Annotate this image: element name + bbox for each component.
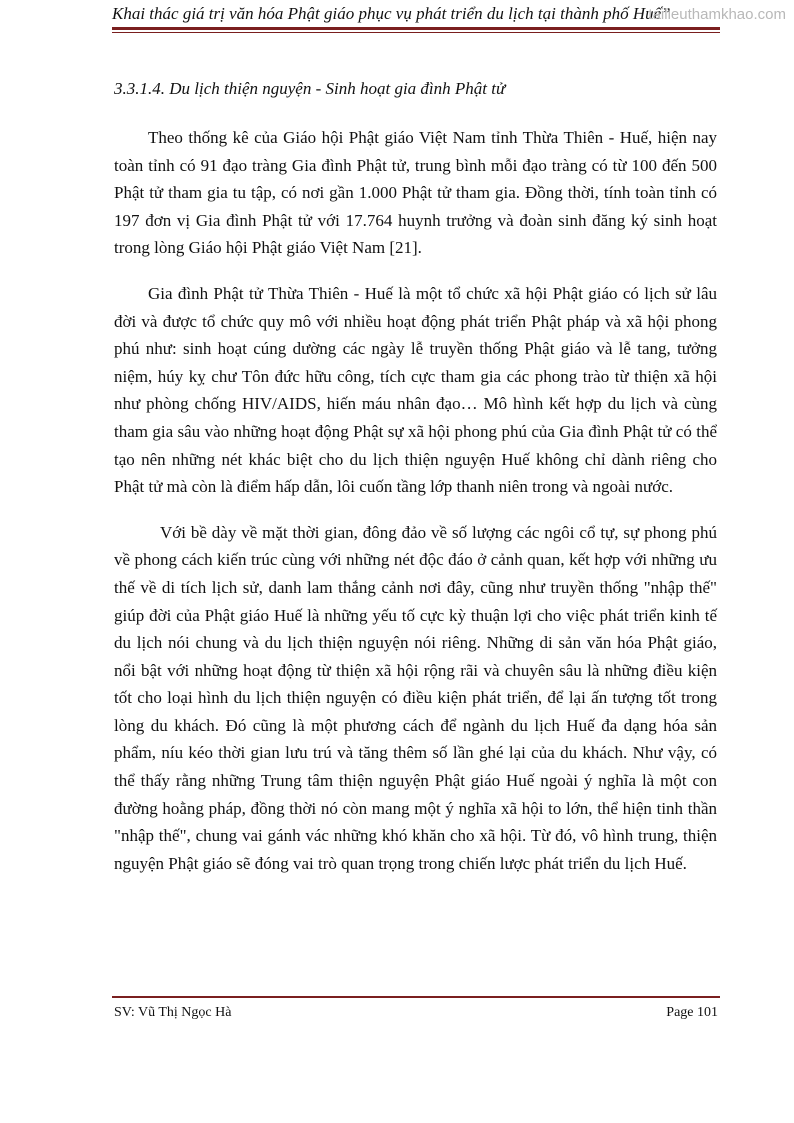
header-title: Khai thác giá trị văn hóa Phật giáo phục vụ phát triển du lịch tại thành phố Huế” <box>112 4 671 23</box>
document-body <box>114 76 717 895</box>
page-header <box>112 2 786 24</box>
header-divider-thin <box>112 32 720 33</box>
footer-author: SV: Vũ Thị Ngọc Hà <box>114 1005 232 1020</box>
watermark[interactable]: tailieuthamkhao.com <box>648 6 786 23</box>
paragraph-development: Với bề dày về mặt thời gian, đông đảo về số lượng các ngôi cổ tự, sự phong phú về phong cách kiến trúc cùng với những nét độc đáo ở cảnh quan, kết hợp với những ưu thế về di tích lịch sử, danh lam thắng cảnh nơi đây, cũng như truyền thống "nhập thế" giúp đời của Phật giáo Huế là những yếu tố cực kỳ thuận lợi cho việc phát triển kinh tế du lịch nói chung và du lịch thiện nguyện nói riêng. Những di sản văn hóa Phật giáo, nổi bật với những hoạt động từ thiện xã hội rộng rãi và chuyên sâu là những điều kiện tốt cho loại hình du lịch thiện nguyện có điều kiện phát triển, để lại ấn tượng tốt trong lòng du khách. Đó cũng là một phương cách để ngành du lịch Huế đa dạng hóa sản phẩm, níu kéo thời gian lưu trú và tăng thêm số lần ghé lại của du khách. Như vậy, có thể thấy rằng những Trung tâm thiện nguyện Phật giáo Huế ngoài ý nghĩa là một con đường hoằng pháp, đồng thời nó còn mang một ý nghĩa xã hội to lớn, thể hiện tinh thần "nhập thế", chung vai gánh vác những khó khăn cho xã hội. Từ đó, vô hình trung, thiện nguyện Phật giáo sẽ đóng vai trò quan trọng trong chiến lược phát triển du lịch Huế. <box>114 522 717 873</box>
section-heading: 3.3.1.4. Du lịch thiện nguyện - Sinh hoạt gia đình Phật tử <box>114 79 506 98</box>
paragraph-statistics: Theo thống kê của Giáo hội Phật giáo Việt Nam tỉnh Thừa Thiên - Huế, hiện nay toàn tỉnh có 91 đạo tràng Gia đình Phật tử, trung bình mỗi đạo tràng có từ 100 đến 500 Phật tử tham gia tu tập, có nơi gần 1.000 Phật tử tham gia. Đồng thời, tính toàn tỉnh có 197 đơn vị Gia đình Phật tử với 17.764 huynh trưởng và đoàn sinh đăng ký sinh hoạt trong lòng Giáo hội Phật giáo Việt Nam [21]. <box>114 128 717 258</box>
page-footer <box>112 1005 720 1025</box>
page-number: Page 101 <box>666 1005 718 1020</box>
header-divider-thick <box>112 27 720 30</box>
paragraph-organization: Gia đình Phật tử Thừa Thiên - Huế là một tổ chức xã hội Phật giáo có lịch sử lâu đời và được tổ chức quy mô với nhiều hoạt động phát triển Phật pháp và xã hội phong phú như: sinh hoạt cúng dường các ngày lễ truyền thống Phật giáo và lễ tang, tưởng niệm, húy kỵ chư Tôn đức hữu công, tích cực tham gia các phong trào từ thiện xã hội như phòng chống HIV/AIDS, hiến máu nhân đạo… Mô hình kết hợp du lịch và cùng tham gia sâu vào những hoạt động Phật sự xã hội phong phú của Gia đình Phật tử có thể tạo nên những nét khác biệt cho du lịch thiện nguyện Huế không chỉ dành riêng cho Phật tử mà còn là điểm hấp dẫn, lôi cuốn tầng lớp thanh niên trong và ngoài nước. <box>114 283 717 497</box>
footer-divider <box>112 996 720 998</box>
